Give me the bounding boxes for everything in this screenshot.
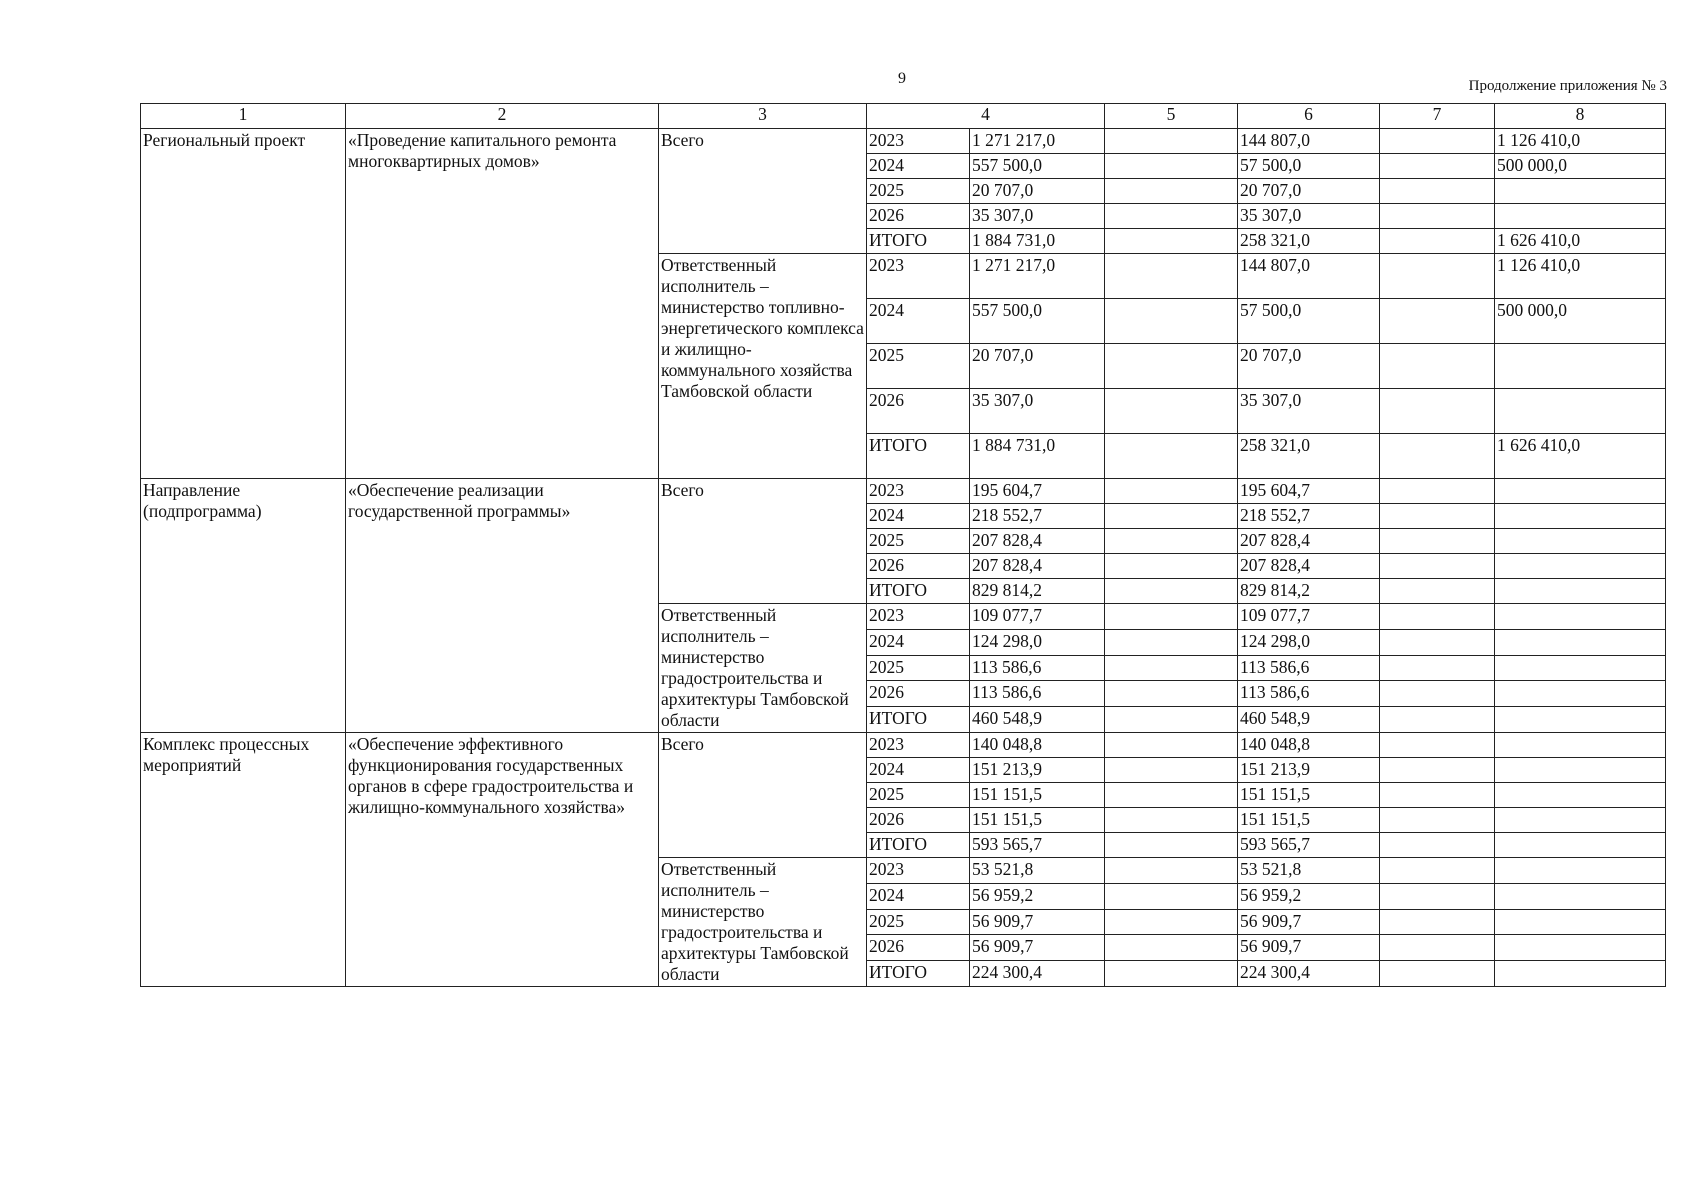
col6-value: 258 321,0 — [1238, 229, 1380, 254]
col5-value — [1105, 909, 1238, 935]
col7-value — [1380, 883, 1495, 909]
col6-value: 593 565,7 — [1238, 833, 1380, 858]
col5-value — [1105, 154, 1238, 179]
col6-value: 207 828,4 — [1238, 554, 1380, 579]
col7-value — [1380, 129, 1495, 154]
col6-value: 113 586,6 — [1238, 655, 1380, 681]
col5-value — [1105, 808, 1238, 833]
col7-value — [1380, 758, 1495, 783]
col4-value: 56 909,7 — [970, 935, 1105, 961]
page-number: 9 — [898, 70, 906, 87]
col5-value — [1105, 529, 1238, 554]
block-label: Всего — [659, 479, 867, 604]
header-col-4: 4 — [867, 104, 1105, 129]
col7-value — [1380, 504, 1495, 529]
col6-value: 460 548,9 — [1238, 707, 1380, 733]
year-cell: 2025 — [867, 179, 970, 204]
appendix-continuation-note: Продолжение приложения № 3 — [1468, 78, 1667, 94]
col4-value: 593 565,7 — [970, 833, 1105, 858]
col8-value — [1495, 344, 1666, 389]
header-col-3: 3 — [659, 104, 867, 129]
col6-value: 224 300,4 — [1238, 961, 1380, 987]
col7-value — [1380, 434, 1495, 479]
col7-value — [1380, 733, 1495, 758]
col6-value: 207 828,4 — [1238, 529, 1380, 554]
col4-value: 53 521,8 — [970, 858, 1105, 884]
col6-value: 151 151,5 — [1238, 783, 1380, 808]
col6-value: 144 807,0 — [1238, 254, 1380, 299]
col7-value — [1380, 858, 1495, 884]
year-cell: 2026 — [867, 204, 970, 229]
block-label: Ответственный исполнитель – министерство градостроительства и архитектуры Тамбовской области — [659, 858, 867, 987]
col7-value — [1380, 204, 1495, 229]
col5-value — [1105, 229, 1238, 254]
year-cell: ИТОГО — [867, 707, 970, 733]
col8-value: 1 626 410,0 — [1495, 434, 1666, 479]
year-cell: 2026 — [867, 808, 970, 833]
col7-value — [1380, 529, 1495, 554]
col7-value — [1380, 389, 1495, 434]
col8-value — [1495, 935, 1666, 961]
col8-value — [1495, 389, 1666, 434]
col6-value: 151 151,5 — [1238, 808, 1380, 833]
col7-value — [1380, 344, 1495, 389]
funding-table — [140, 103, 1666, 987]
item-name: «Проведение капитального ремонта многоквартирных домов» — [346, 129, 659, 479]
year-cell: ИТОГО — [867, 229, 970, 254]
year-cell: ИТОГО — [867, 434, 970, 479]
col7-value — [1380, 961, 1495, 987]
col8-value — [1495, 909, 1666, 935]
header-col-7: 7 — [1380, 104, 1495, 129]
table-row — [141, 129, 1666, 154]
year-cell: 2023 — [867, 129, 970, 154]
block-label: Всего — [659, 733, 867, 858]
col4-value: 124 298,0 — [970, 629, 1105, 655]
col6-value: 56 909,7 — [1238, 935, 1380, 961]
header-col-2: 2 — [346, 104, 659, 129]
col4-value: 109 077,7 — [970, 604, 1105, 630]
item-name: «Обеспечение эффективного функционирования государственных органов в сфере градостроительства и жилищно-коммунального хозяйства» — [346, 733, 659, 987]
year-cell: 2024 — [867, 504, 970, 529]
table-row — [141, 733, 1666, 758]
col4-value: 207 828,4 — [970, 529, 1105, 554]
col7-value — [1380, 229, 1495, 254]
col5-value — [1105, 707, 1238, 733]
item-type: Комплекс процессных мероприятий — [141, 733, 346, 987]
col7-value — [1380, 299, 1495, 344]
header-col-5: 5 — [1105, 104, 1238, 129]
col4-value: 20 707,0 — [970, 344, 1105, 389]
col6-value: 57 500,0 — [1238, 154, 1380, 179]
header-row — [141, 104, 1666, 129]
header-col-6: 6 — [1238, 104, 1380, 129]
col8-value: 1 126 410,0 — [1495, 254, 1666, 299]
col5-value — [1105, 681, 1238, 707]
year-cell: 2026 — [867, 681, 970, 707]
col8-value — [1495, 833, 1666, 858]
col4-value: 218 552,7 — [970, 504, 1105, 529]
col8-value — [1495, 655, 1666, 681]
col7-value — [1380, 479, 1495, 504]
col5-value — [1105, 783, 1238, 808]
col7-value — [1380, 707, 1495, 733]
col6-value: 218 552,7 — [1238, 504, 1380, 529]
col5-value — [1105, 758, 1238, 783]
col6-value: 151 213,9 — [1238, 758, 1380, 783]
year-cell: 2023 — [867, 479, 970, 504]
col4-value: 829 814,2 — [970, 579, 1105, 604]
year-cell: 2024 — [867, 883, 970, 909]
table-row — [141, 479, 1666, 504]
year-cell: 2025 — [867, 344, 970, 389]
col7-value — [1380, 935, 1495, 961]
col6-value: 124 298,0 — [1238, 629, 1380, 655]
col5-value — [1105, 254, 1238, 299]
col5-value — [1105, 389, 1238, 434]
col5-value — [1105, 554, 1238, 579]
col4-value: 113 586,6 — [970, 681, 1105, 707]
col5-value — [1105, 833, 1238, 858]
col6-value: 56 909,7 — [1238, 909, 1380, 935]
col8-value: 1 626 410,0 — [1495, 229, 1666, 254]
col5-value — [1105, 434, 1238, 479]
col8-value — [1495, 504, 1666, 529]
col7-value — [1380, 604, 1495, 630]
col5-value — [1105, 655, 1238, 681]
year-cell: 2023 — [867, 254, 970, 299]
col7-value — [1380, 681, 1495, 707]
col4-value: 35 307,0 — [970, 389, 1105, 434]
col8-value — [1495, 579, 1666, 604]
year-cell: 2026 — [867, 935, 970, 961]
header-col-8: 8 — [1495, 104, 1666, 129]
col4-value: 1 884 731,0 — [970, 229, 1105, 254]
col5-value — [1105, 579, 1238, 604]
col5-value — [1105, 504, 1238, 529]
col6-value: 829 814,2 — [1238, 579, 1380, 604]
year-cell: 2025 — [867, 909, 970, 935]
year-cell: ИТОГО — [867, 579, 970, 604]
col5-value — [1105, 204, 1238, 229]
col4-value: 113 586,6 — [970, 655, 1105, 681]
col4-value: 151 151,5 — [970, 783, 1105, 808]
col4-value: 35 307,0 — [970, 204, 1105, 229]
col7-value — [1380, 579, 1495, 604]
col7-value — [1380, 833, 1495, 858]
block-label: Ответственный исполнитель – министерство топливно-энергетического комплекса и жилищно-коммунального хозяйства Тамбовской области — [659, 254, 867, 479]
year-cell: 2025 — [867, 529, 970, 554]
col6-value: 35 307,0 — [1238, 389, 1380, 434]
col7-value — [1380, 783, 1495, 808]
col6-value: 144 807,0 — [1238, 129, 1380, 154]
year-cell: 2024 — [867, 299, 970, 344]
col7-value — [1380, 254, 1495, 299]
item-type: Направление (подпрограмма) — [141, 479, 346, 733]
col4-value: 557 500,0 — [970, 299, 1105, 344]
col7-value — [1380, 154, 1495, 179]
col6-value: 57 500,0 — [1238, 299, 1380, 344]
header-col-1: 1 — [141, 104, 346, 129]
col8-value — [1495, 204, 1666, 229]
col8-value — [1495, 783, 1666, 808]
col6-value: 113 586,6 — [1238, 681, 1380, 707]
year-cell: 2023 — [867, 858, 970, 884]
col8-value — [1495, 883, 1666, 909]
col8-value — [1495, 758, 1666, 783]
col8-value — [1495, 554, 1666, 579]
col7-value — [1380, 655, 1495, 681]
col8-value — [1495, 808, 1666, 833]
col4-value: 151 213,9 — [970, 758, 1105, 783]
col8-value: 500 000,0 — [1495, 154, 1666, 179]
col8-value — [1495, 707, 1666, 733]
col8-value — [1495, 604, 1666, 630]
col8-value — [1495, 858, 1666, 884]
col7-value — [1380, 179, 1495, 204]
block-label: Ответственный исполнитель – министерство градостроительства и архитектуры Тамбовской области — [659, 604, 867, 733]
col4-value: 56 959,2 — [970, 883, 1105, 909]
col7-value — [1380, 808, 1495, 833]
col4-value: 1 884 731,0 — [970, 434, 1105, 479]
col6-value: 258 321,0 — [1238, 434, 1380, 479]
col6-value: 195 604,7 — [1238, 479, 1380, 504]
col8-value — [1495, 681, 1666, 707]
col5-value — [1105, 733, 1238, 758]
col4-value: 151 151,5 — [970, 808, 1105, 833]
item-type: Региональный проект — [141, 129, 346, 479]
col5-value — [1105, 883, 1238, 909]
col4-value: 224 300,4 — [970, 961, 1105, 987]
block-label: Всего — [659, 129, 867, 254]
year-cell: 2025 — [867, 655, 970, 681]
col8-value — [1495, 961, 1666, 987]
year-cell: ИТОГО — [867, 961, 970, 987]
col4-value: 56 909,7 — [970, 909, 1105, 935]
col5-value — [1105, 299, 1238, 344]
col5-value — [1105, 129, 1238, 154]
col5-value — [1105, 604, 1238, 630]
col4-value: 140 048,8 — [970, 733, 1105, 758]
col7-value — [1380, 629, 1495, 655]
col8-value — [1495, 179, 1666, 204]
col5-value — [1105, 935, 1238, 961]
col5-value — [1105, 344, 1238, 389]
year-cell: 2023 — [867, 733, 970, 758]
year-cell: 2026 — [867, 389, 970, 434]
col5-value — [1105, 961, 1238, 987]
year-cell: 2026 — [867, 554, 970, 579]
col6-value: 56 959,2 — [1238, 883, 1380, 909]
year-cell: 2024 — [867, 758, 970, 783]
year-cell: 2023 — [867, 604, 970, 630]
col8-value — [1495, 529, 1666, 554]
col8-value — [1495, 479, 1666, 504]
col7-value — [1380, 909, 1495, 935]
col5-value — [1105, 629, 1238, 655]
year-cell: 2024 — [867, 629, 970, 655]
col4-value: 557 500,0 — [970, 154, 1105, 179]
col4-value: 207 828,4 — [970, 554, 1105, 579]
col8-value: 1 126 410,0 — [1495, 129, 1666, 154]
col6-value: 53 521,8 — [1238, 858, 1380, 884]
col6-value: 20 707,0 — [1238, 344, 1380, 389]
col6-value: 35 307,0 — [1238, 204, 1380, 229]
col8-value — [1495, 733, 1666, 758]
item-name: «Обеспечение реализации государственной программы» — [346, 479, 659, 733]
col7-value — [1380, 554, 1495, 579]
col4-value: 1 271 217,0 — [970, 254, 1105, 299]
col6-value: 20 707,0 — [1238, 179, 1380, 204]
col8-value: 500 000,0 — [1495, 299, 1666, 344]
col4-value: 1 271 217,0 — [970, 129, 1105, 154]
col5-value — [1105, 179, 1238, 204]
year-cell: 2025 — [867, 783, 970, 808]
col8-value — [1495, 629, 1666, 655]
year-cell: ИТОГО — [867, 833, 970, 858]
col4-value: 195 604,7 — [970, 479, 1105, 504]
col6-value: 109 077,7 — [1238, 604, 1380, 630]
col5-value — [1105, 858, 1238, 884]
year-cell: 2024 — [867, 154, 970, 179]
col5-value — [1105, 479, 1238, 504]
col4-value: 460 548,9 — [970, 707, 1105, 733]
col6-value: 140 048,8 — [1238, 733, 1380, 758]
col4-value: 20 707,0 — [970, 179, 1105, 204]
